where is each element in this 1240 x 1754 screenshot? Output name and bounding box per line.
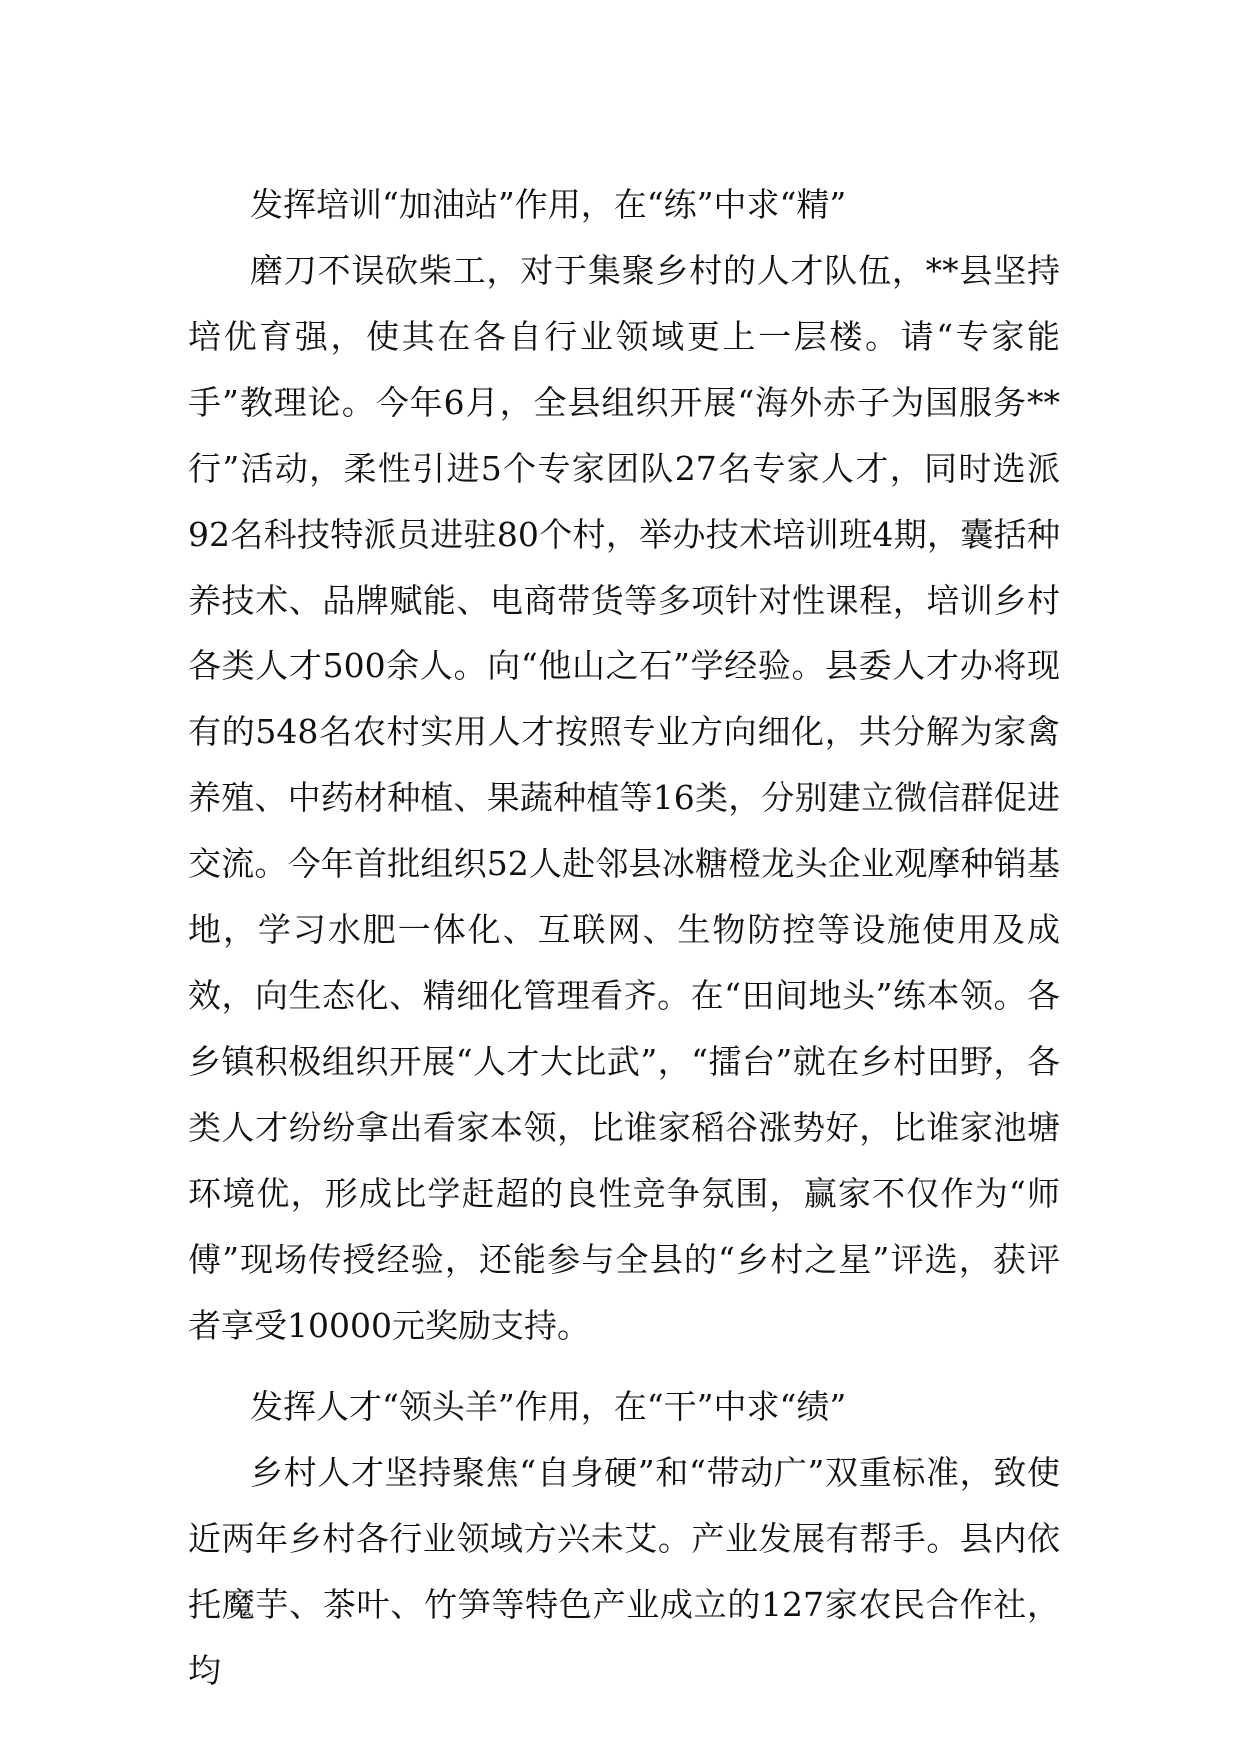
section-body-training: 磨刀不误砍柴工，对于集聚乡村的人才队伍，**县坚持培优育强，使其在各自行业领域更上一层楼。请“专家能手”教理论。今年6月，全县组织开展“海外赤子为国服务**行”活动，柔性引进5个专家团队27名专家人才，同时选派92名科技特派员进驻80个村，举办技术培训班4期，囊括种养技术、品牌赋能、电商带货等多项针对性课程，培训乡村各类人才500余人。向“他山之石”学经验。县委人才办将现有的548名农村实用人才按照专业方向细化，共分解为家禽养殖、中药材种植、果蔬种植等16类，分别建立微信群促进交流。今年首批组织52人赴邻县冰糖橙龙头企业观摩种销基地，学习水肥一体化、互联网、生物防控等设施使用及成效，向生态化、精细化管理看齐。在“田间地头”练本领。各乡镇积极组织开展“人才大比武”，“擂台”就在乡村田野，各类人才纷纷拿出看家本领，比谁家稻谷涨势好，比谁家池塘环境优，形成比学赶超的良性竞争氛围，赢家不仅作为“师傅”现场传授经验，还能参与全县的“乡村之星”评选，获评者享受10000元奖励支持。: [188, 251, 1060, 1345]
section-body-leaders: 乡村人才坚持聚焦“自身硬”和“带动广”双重标准，致使近两年乡村各行业领域方兴未艾。产业发展有帮手。县内依托魔芋、茶叶、竹笋等特色产业成立的127家农民合作社，均: [188, 1453, 1060, 1691]
document-page: [188, 172, 1060, 1704]
section-gap: [188, 1358, 1060, 1374]
section-heading-leaders: 发挥人才“领头羊”作用，在“干”中求“绩”: [250, 1387, 847, 1427]
section-heading-training: 发挥培训“加油站”作用，在“练”中求“精”: [250, 185, 847, 224]
